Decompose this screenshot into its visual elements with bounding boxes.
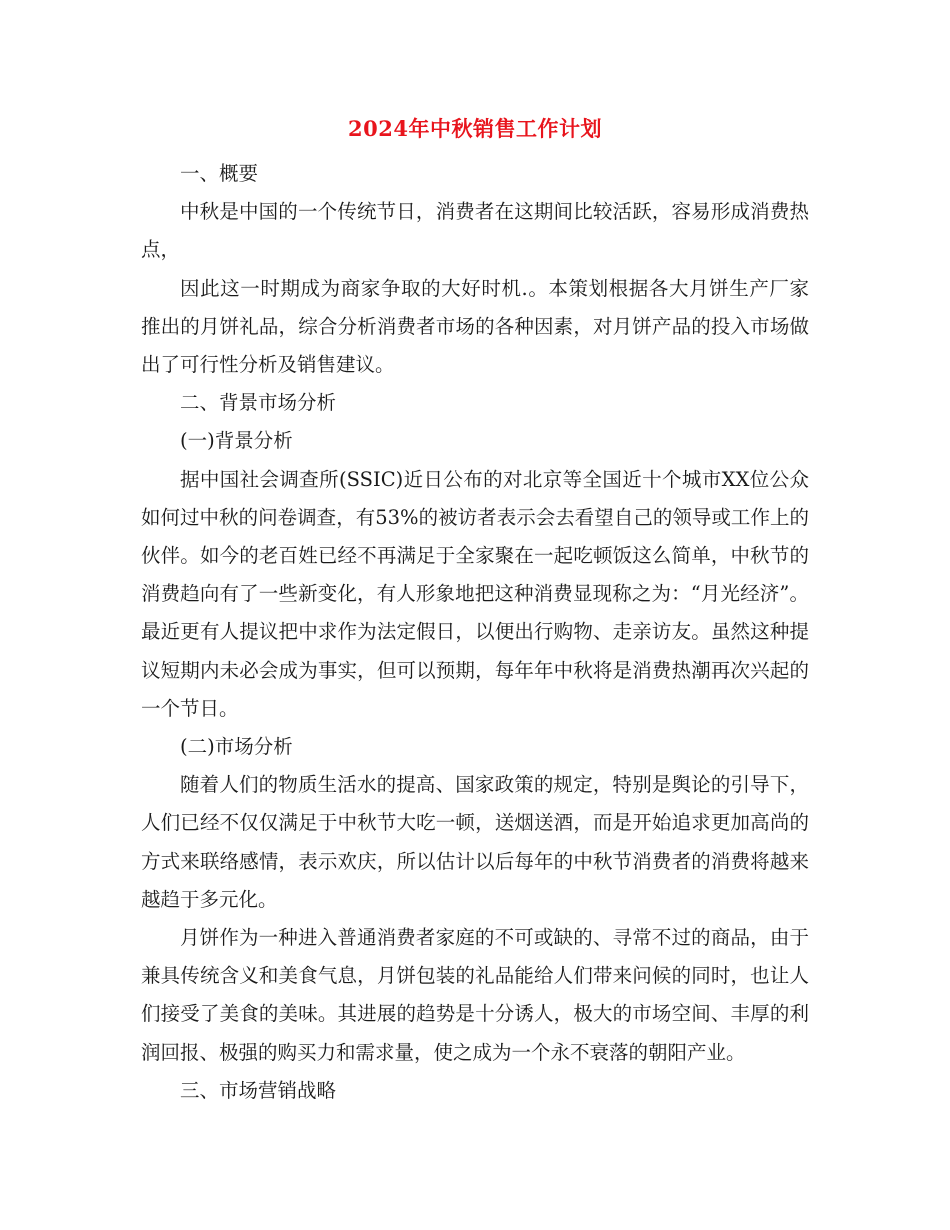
document-title: 2024年中秋销售工作计划 <box>348 116 602 141</box>
paragraph-overview-1: 中秋是中国的一个传统节日，消费者在这期间比较活跃，容易形成消费热点， <box>141 200 809 262</box>
paragraph-background-analysis: 据中国社会调查所(SSIC)近日公布的对北京等全国近十个城市XX位公众如何过中秋的问卷调查，有53%的被访者表示会去看望自己的领导或工作上的伙伴。如今的老百姓已经不再满足于全家聚在一起吃顿饭这么简单，中秋节的消费趋向有了一些新变化，有人形象地把这种消费显现称之为：“月光经济”。最近更有人提议把中求作为法定假日，以便出行购物、走亲访友。虽然这种提议短期内未必会成为事实，但可以预期，每年年中秋将是消费热潮再次兴起的一个节日。 <box>141 467 809 720</box>
section-heading-marketing-strategy: 三、市场营销战略 <box>180 1078 337 1102</box>
document-body <box>141 155 809 1110</box>
section-heading-overview: 一、概要 <box>180 162 259 185</box>
section-heading-market-background: 二、背景市场分析 <box>180 391 337 415</box>
paragraph-market-analysis-2: 月饼作为一种进入普通消费者家庭的不可或缺的、寻常不过的商品，由于兼具传统含义和美食气息，月饼包装的礼品能给人们带来问候的同时，也让人们接受了美食的美味。其进展的趋势是十分诱人，极大的市场空间、丰厚的利润回报、极强的购买力和需求量，使之成为一个永不衰落的朝阳产业。 <box>141 926 809 1064</box>
subsection-heading-market: (二)市场分析 <box>180 735 293 759</box>
subsection-heading-background: (一)背景分析 <box>180 429 293 453</box>
paragraph-market-analysis-1: 随着人们的物质生活水的提高、国家政策的规定，特别是舆论的引导下，人们已经不仅仅满足于中秋节大吃一顿，送烟送酒，而是开始追求更加高尚的方式来联络感情，表示欢庆，所以估计以后每年的中秋节消费者的消费将越来越趋于多元化。 <box>141 773 809 911</box>
paragraph-overview-2: 因此这一时期成为商家争取的大好时机.。本策划根据各大月饼生产厂家推出的月饼礼品，综合分析消费者市场的各种因素，对月饼产品的投入市场做出了可行性分析及销售建议。 <box>141 276 809 377</box>
